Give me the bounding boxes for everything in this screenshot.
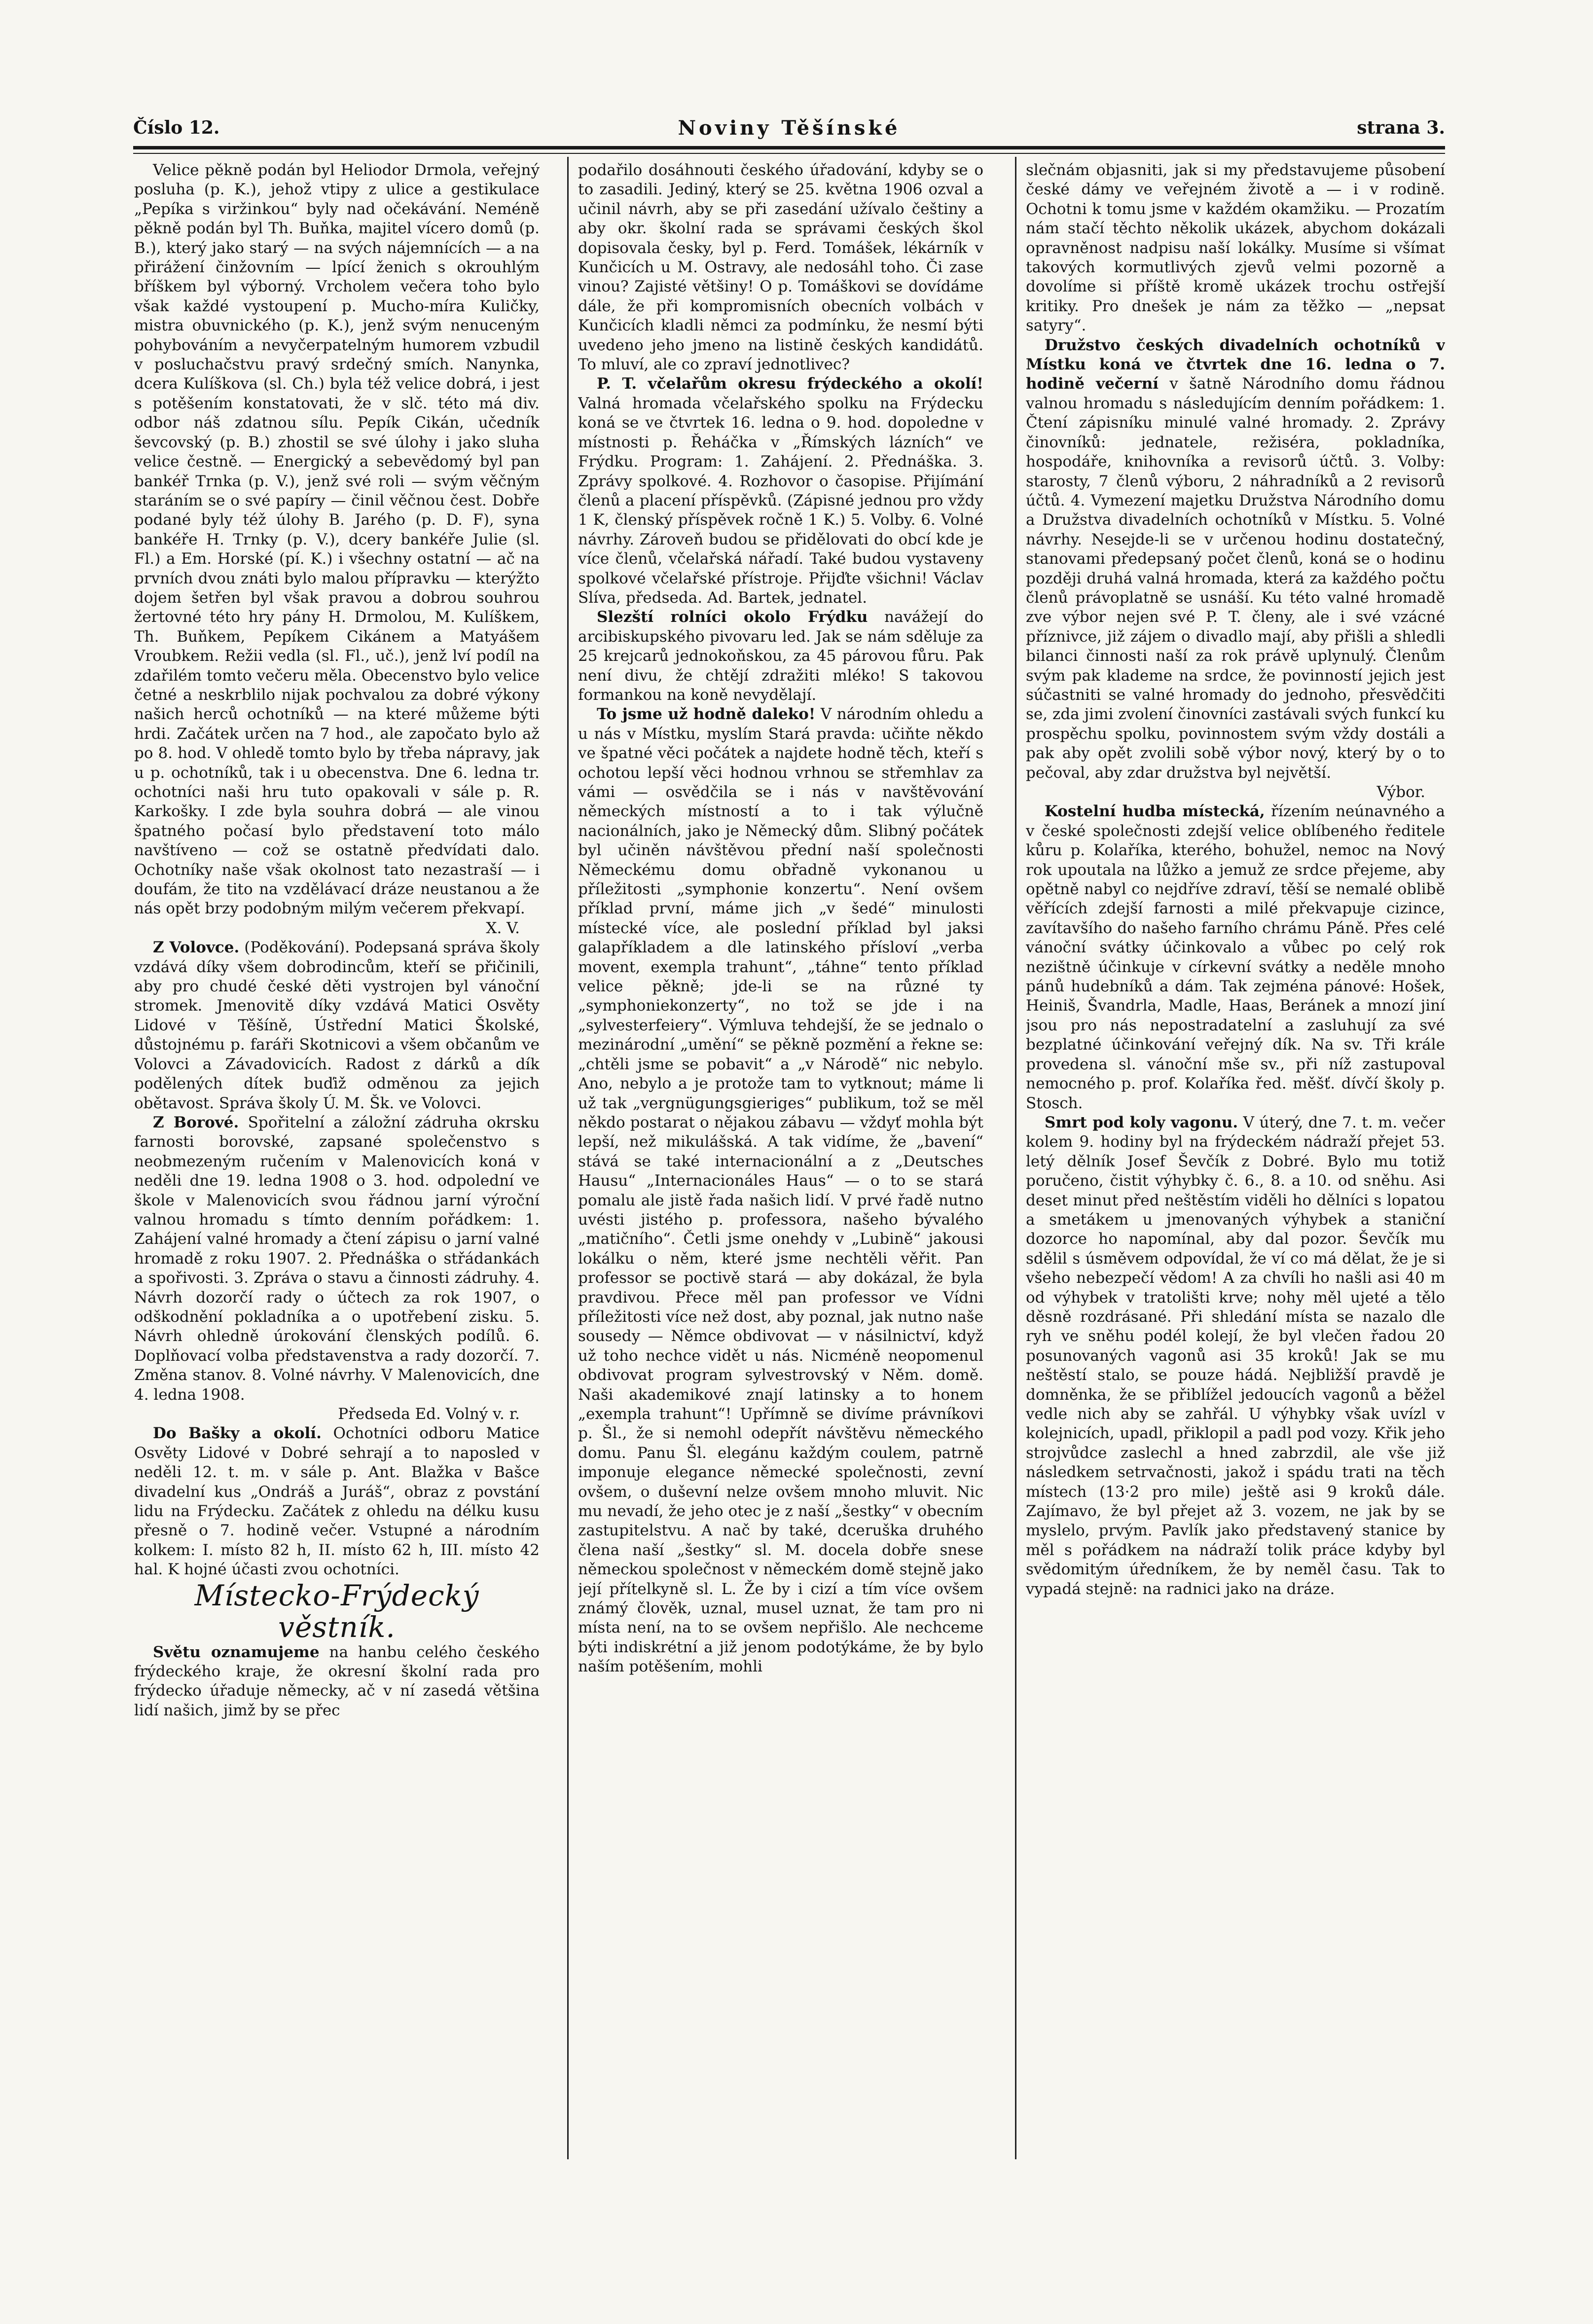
article-paragraph: [1026, 802, 1445, 1113]
column-divider: [567, 157, 569, 2159]
signature: X. V.: [486, 919, 520, 937]
article-text: v šatně Národního domu řádnou valnou hromadu s následujícím denním pořádkem: 1. Čtení zápisníku minulé valné hromady. 2. Zprávy činovníků: jednatele, režiséra, pokladníka, hospodáře, knihovníka a revisorů účtů. 3. Volby: starosty, 7 členů výboru, 2 náhradníků a 2 revisorů účtů. 4. Vymezení majetku Družstva Národního domu a Družstva divadelních ochotníků v Místku. 5. Volné návrhy. Nesejde-li se v určenou hodinu dostatečný, stanovami předepsaný počet členů, koná se o hodinu později druhá valná hromada, která za každého počtu členů právoplatně se usnáší. Ku této valné hromadě zve výbor nejen své P. T. členy, ale i své vzácné příznivce, již zájem o divadlo mají, aby přišli a shledli bilanci činnosti naší za rok právě uplynulý. Členům svým pak klademe na srdce, že povinností jejich jest súčastniti se valné hromady do jednoho, přesvědčiti se, zda jimi zvolení činovníci zastávali svých funkcí ku prospěchu spolku, povinnostem svým vždy dostáli a pak aby opět zvolili sobě výbor nový, který by o to pečoval, aby zdar družstva byl největší.: [1026, 375, 1445, 782]
article-paragraph: slečnám objasniti, jak si my představujeme působení české dámy ve veřejném životě a — i v rodině. Ochotni k tomu jsme v každém okamžiku. — Prozatím nám stačí těchto několik ukázek, abychom dokázali opravněnost nadpisu naší lokálky. Musíme si všímat takových kormutlivých zjevů velmi pozorně a dovolíme si příště kromě ukázek trochu ostřejší kritiky. Pro dnešek je nám za těžko — „nepsat satyry“.: [1026, 161, 1445, 335]
article-text: řízením neúnavného a v české společnosti zdejší velice oblíbeného ředitele kůru p. Kolaříka, kterého, bohužel, nemoc na Nový rok upoutala na lůžko a jemuž ze srdce přejeme, aby opětně nabyl co nejdříve zdraví, těší se nemalé oblibě věřících zdejší farnosti a milé překvapuje cizince, zavítavšího do našeho farního chrámu Páně. Přes celé vánoční svátky účinkovalo a vůbec po celý rok nezištně účinkuje v církevní svátky a neděle mnoho pánů hudebníků a dám. Tak zejména pánové: Hošek, Heiniš, Švandrla, Madle, Haas, Beránek a mnozí jiní jsou pro nás nepostradatelní a zasluhují za své bezplatné účinkování veřejný dík. Na sv. Tři krále provedena sl. vánoční mše sv., při níž zastupoval nemocného p. prof. Kolaříka řed. měšť. dívčí školy p. Stosch.: [1026, 802, 1445, 1112]
page-number: strana 3.: [1357, 117, 1445, 138]
article-paragraph: [578, 374, 983, 608]
header-rule-thick: [133, 146, 1445, 149]
section-title: Místecko-Frýdecký věstník.: [194, 1578, 479, 1644]
article-text: (Poděkování). Podepsaná správa školy vzdává díky všem dobrodincům, kteří se přičinili, aby pro chudé české děti vystrojen byl vánoční stromek. Jmenovitě díky vzdává Matici Osvěty Lidové v Těšíně, Ústřední Matici Školské, důstojnému p. faráři Skotnicovi a všem občanům ve Volovci a Závadovicích. Radost z dárků a dík podělených dítek buďiž odměnou za jejich obětavost. Správa školy Ú. M. Šk. ve Volovci.: [134, 939, 540, 1112]
article-paragraph: [134, 1113, 540, 1405]
article-paragraph: [578, 705, 983, 1676]
article-paragraph: [134, 1424, 540, 1579]
article-lead: Slezští rolníci okolo Frýdku: [597, 608, 868, 626]
page-header: [133, 114, 1445, 144]
article-lead: Kostelní hudba místecká,: [1045, 802, 1265, 821]
article-lead: Družstvo českých divadelních ochotníků v Místku koná ve čtvrtek dne 16. ledna o 7. hodině večerní: [1026, 336, 1445, 393]
article-lead: P. T. včelařům okresu frýdeckého a okolí!: [597, 375, 983, 393]
article-text: Valná hromada včelařského spolku na Frýdecku koná se ve čtvrtek 16. ledna o 9. hod. dopoledne v místnosti p. Řeháčka v „Římských lázních“ ve Frýdku. Program: 1. Zahájení. 2. Přednáška. 3. Zprávy spolkové. 4. Rozhovor o časopise. Přijímání členů a placení příspěvků. (Zápisné jednou pro vždy 1 K, členský příspěvek ročně 1 K.) 5. Volby. 6. Volné návrhy. Zároveň budou se přidělovati do obcí kde je více členů, včelařská nářadí. Také budou vystaveny spolkové včelařské přístroje. Přijďte všichni! Václav Slíva, předseda. Ad. Bartek, jednatel.: [578, 394, 983, 607]
article-text: V úterý, dne 7. t. m. večer kolem 9. hodiny byl na frýdeckém nádraží přejet 53. letý dělník Josef Ševčík z Dobré. Bylo mu totiž poručeno, čistit výhybky č. 6., 8. a 10. od sněhu. Asi deset minut před neštěstím viděli ho dělníci s lopatou a smetákem u jmenovaných výhybek a staniční dozorce ho napomínal, aby dal pozor. Ševčík mu sdělil s úsměvem odpovídal, že ví co má dělat, že je si všeho nebezpečí vědom! A za chvíli ho našli asi 40 m od výhybek v tratolišti krve; nohy měl ujeté a tělo děsně rozdrásané. Při shledání místa se nazalo dle ryh ve sněhu podél kolejí, že byl vlečen řadou 20 posunovaných vagonů asi 35 kroků! Jak se mu neštěstí stalo, se pouze hádá. Nejbližší pravdě je domněnka, že se přiblížel jedoucích vagonů a běžel vedle nich aby se zahřál. U výhybky však uvízl v kolejnicích, upadl, přiklopil a padl pod vozy. Křik jeho strojvůdce zaslechl a hned zabrzdil, ale vše již následkem setrvačnosti, jakož i spádu trati na těch místech (13·2 pro mile) ještě asi 9 kroků dále. Zajímavo, že byl přejet až 3. vozem, ne jak by se myslelo, prvým. Pavlík jako představený stanice by měl s pořádkem na nádraží tolik práce kdyby byl svědomitým úředníkem, že by neměl času. Tak to vypadá stejně: na radnici jako na dráze.: [1026, 1113, 1445, 1598]
header-rule-thin: [133, 153, 1445, 154]
article-text: V národním ohledu a u nás v Místku, myslím Stará pravda: učiňte někdo ve špatné věci počátek a najdete hodně těch, kteří s ochotou lepší věci hodnou vrhnou se střemhlav za vámi — osvědčila se i nás v navštěvování německých místností a to i tak výlučně nacionálních, jako je Německý dům. Slibný počátek byl učiněn návštěvou přední naší společnosti Německému domu obřadně vykonanou u příležitosti „symphonie konzertu“. Není ovšem příklad první, máme jich „v šedé“ minulosti místecké více, ale poslední příklad byl jaksi galapříkladem a dle latinského přísloví „verba movent, exempla trahunt“, „táhne“ tento příklad velice pěkně; jde-li se na různé ty „symphoniekonzerty“, no tož se jde i na „sylvesterfeiery“. Výmluva tehdejší, že se jednalo o mezinárodní „umění“ se pěkně pozmění a řekne se: „chtěli jsme se pobavit“ a „v Národě“ nic nebylo. Ano, nebylo a je protože tam to vytknout; máme li už tak „vergnügungsgieriges“ publikum, tož se měl někdo postarat o nějakou zábavu — vždyť mohla být lepší, než mikulášská. A tak vidíme, že „bavení“ stává se také internacionální a z „Deutsches Hausu“ „Internacionáles Haus“ — o to se stará pomalu ale jistě řada našich lidí. V prvé řadě nutno uvésti jistého p. professora, našeho bývalého „matičního“. Četli jsme onehdy v „Lubině“ jakousi lokálku o něm, které jsme nechtěli věřit. Pan professor se poctivě stará — aby dokázal, že byla pravdivou. Přece měl pan professor ve Vídni příležitosti více než dost, aby poznal, jak nutno naše sousedy — Němce obdivovat — v násilnictví, když už toho nechce vidět u nás. Nicméně neopomenul obdivovat program sylvestrovský v Něm. domě. Naši akademikové znají latinsky a to honem „exempla trahunt“! Upřímně se divíme právníkovi p. Šl., že si nemohl odepřít návštěvu německého domu. Panu Šl. elegánu každým coulem, patrně imponuje elegance německé společnosti, zevní ovšem, o duševní nelze ovšem mnoho mluvit. Nic mu nevadí, že jeho otec je z naší „šestky“ v obecním zastupitelstvu. A nač by také, dceruška druhého člena naší „šestky“ sl. M. docela dobře snese německou společnost v německém domě stejně jako její přítelkyně sl. L. Že by i cizí a tím více ovšem známý člověk, uznal, musel uznat, že tam pro ni místa není, na to se ovšem nepřišlo. Ale nechceme býti indiskrétní a již jenom podotýkáme, že by bylo naším potěšením, mohli: [578, 705, 983, 1676]
issue-number: Číslo 12.: [133, 117, 220, 138]
column-1: [134, 161, 540, 2129]
article-text: Spořitelní a záložní zádruha okrsku farnosti borovské, zapsané společenstvo s neobmezeným ručením v Malenovicích koná v neděli dne 19. ledna 1908 o 3. hod. odpolední ve škole v Malenovicích svou řádnou jarní výroční valnou hromadu s tímto denním pořádkem: 1. Zahájení valné hromady a čtení zápisu o jarní valné hromadě z roku 1907. 2. Přednáška o střádankách a spořivosti. 3. Zpráva o stavu a činnosti zádruhy. 4. Návrh dozorčí rady o účtech za rok 1907, o odškodnění pokladníka a o upotřebení zisku. 5. Návrh ohledně úrokování členských podílů. 6. Doplňovací volba představenstva a rady dozorčí. 7. Změna stanov. 8. Volné návrhy. V Malenovicích, dne 4. ledna 1908.: [134, 1113, 540, 1404]
article-text: Ochotníci odboru Matice Osvěty Lidové v Dobré sehrají a to naposled v neděli 12. t. m. v sále p. Ant. Blažka v Bašce divadelní kus „Ondráš a Juráš“, obraz z povstání lidu na Frýdecku. Začátek z ohledu na délku kusu přesně o 7. hodině večer. Vstupné a národním kolkem: I. místo 82 h, II. místo 62 h, III. místo 42 hal. K hojné účasti zvou ochotníci.: [134, 1424, 540, 1579]
article-paragraph: [1026, 336, 1445, 783]
column-divider: [1015, 157, 1016, 2159]
article-paragraph: [134, 1643, 540, 1721]
article-text: navážejí do arcibiskupského pivovaru led. Jak se nám sděluje za 25 krejcarů jednokoňskou, za 45 párovou fůru. Pak není divu, že chtějí zdražiti mléko! S takovou formankou na koně nevydělají.: [578, 608, 983, 704]
article-lead: Z Borové.: [153, 1113, 239, 1131]
article-lead: To jsme už hodně daleko!: [597, 705, 816, 724]
article-paragraph: podařilo dosáhnouti českého úřadování, kdyby se o to zasadili. Jediný, který se 25. května 1906 ozval a učinil návrh, aby se při zasedání užívalo češtiny a aby okr. školní rada se správami českých škol dopisovala česky, byl p. Ferd. Tomášek, lékárník v Kunčicích u M. Ostravy, ale nedosáhl toho. Či zase vinou? Zajisté většiny! O p. Tomáškovi se dovídáme dále, že při kompromisních obecních volbách v Kunčicích kladli němci za podmínku, že nesmí býti uvedeno jeho jmeno na listině českých kandidátů. To mluví, ale co zpraví jednotlivec?: [578, 161, 983, 374]
signature: Výbor.: [1376, 783, 1425, 801]
article-lead: Do Bašky a okolí.: [153, 1424, 322, 1443]
article-lead: Smrt pod koly vagonu.: [1045, 1113, 1238, 1131]
column-3: [1026, 161, 1445, 2153]
article-paragraph: [578, 608, 983, 705]
article-paragraph: [1026, 1113, 1445, 1599]
article-lead: Z Volovce.: [153, 939, 240, 957]
newspaper-title: Noviny Těšínské: [678, 116, 901, 140]
article-text: na hanbu celého českého frýdeckého kraje, že okresní školní rada pro frýdecko úřaduje německy, ač v ní zasedá většina lidí našich, jimž by se přec: [134, 1643, 540, 1719]
signature: Předseda Ed. Volný v. r.: [338, 1405, 520, 1423]
article-lead: Světu oznamujeme: [153, 1643, 320, 1661]
column-2: [578, 161, 983, 2153]
article-paragraph: [134, 938, 540, 1113]
article-paragraph: Velice pěkně podán byl Heliodor Drmola, veřejný posluha (p. K.), jehož vtipy z ulice a gestikulace „Pepíka s viržinkou“ byly nad očekávání. Neméně pěkně podán byl Th. Buňka, majitel vícero domů (p. B.), který jako starý — na svých nájemnících — a na přirážení činžovním — lpící ženich s okrouhlým bříškem byl výborný. Vrcholem večera toho bylo však každé vystoupení p. Mucho-míra Kuličky, mistra obuvnického (p. K.), jenž svým nenuceným pohybováním a nevyčerpatelným humorem vzbudil v posluchačstvu pravý srdečný smích. Nanynka, dcera Kulíškova (sl. Ch.) byla též velice dobrá, i jest s potěšením konstatovati, že v slč. této má div. odbor náš zdatnou sílu. Pepík Cikán, učedník ševcovský (p. B.) zhostil se své úlohy i jako sluha velice čestně. — Energický a sebevědomý byl pan bankéř Trnka (p. V.), jenž své roli — svým věčným staráním se o své papíry — činil věčnou čest. Dobře podané byly též úlohy B. Jarého (p. D. F), syna bankéře H. Trnky (p. V.), dcery bankéře Julie (sl. Fl.) a Em. Horské (pí. K.) i všechny ostatní — ač na prvních dvou znáti bylo malou přípravku — kterýžto dojem šetřen byl však pravou a dobrou souhrou žertovné této hry pány H. Drmolou, M. Kulíškem, Th. Buňkem, Pepíkem Cikánem a Matyášem Vroubkem. Režii vedla (sl. Fl., uč.), jenž lví podíl na zdařilém tomto večeru měla. Obecenstvo bylo velice četné a neskrblilo nijak pochvalou za dobré výkony našich herců ochotníků — na které můžeme býti hrdi. Začátek určen na 7 hod., ale započato bylo až po 8. hod. V ohledě tomto bylo by třeba nápravy, jak u p. ochotníků, tak i u obecenstva. Dne 6. ledna tr. ochotníci naši hru tuto opakovali v sále p. R. Karkošky. I zde byla souhra dobrá — ale vinou špatného počasí bylo představení toto málo navštíveno — což se ostatně předvídati dalo. Ochotníky naše však okolnost tato nezastraší — i doufám, že tito na vzdělávací dráze neustanou a že nás opět brzy podobným milým večerem překvapí.: [134, 161, 540, 918]
